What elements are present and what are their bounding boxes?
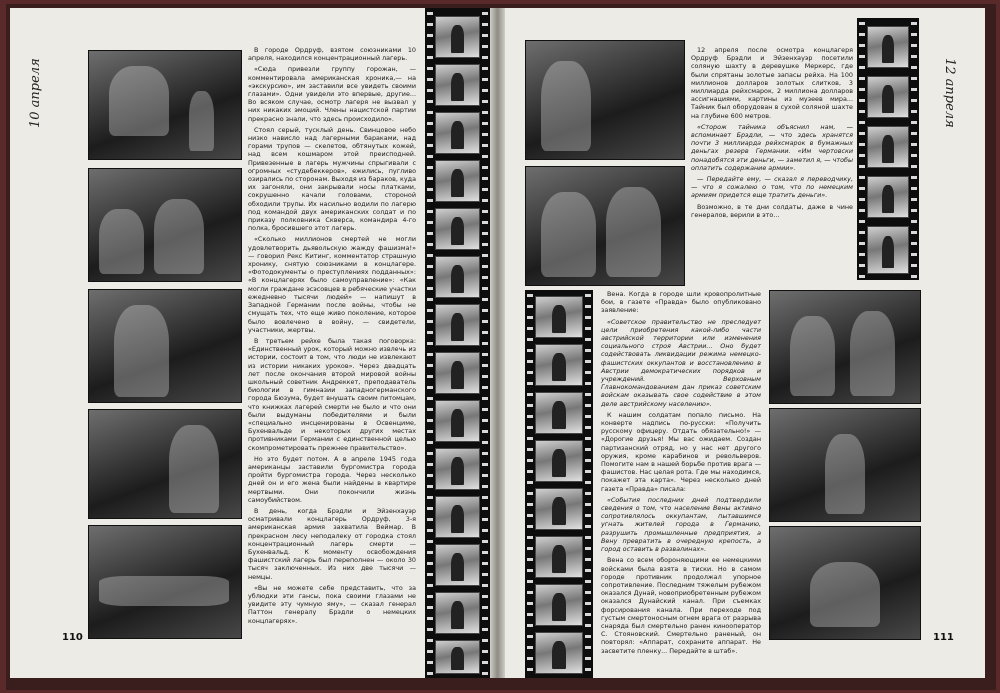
film-frame (435, 256, 480, 298)
film-frame (435, 592, 480, 634)
paragraph: Стоял серый, тусклый день. Свинцовое небо низко нависло над лагерными бараками, над горами трупов — скелетов, обтянутых кожей, над всем кошмаром этой преисподней. Привезенные в лагерь мужчины спрыгивали с огромных «студебеккеров», ежились, пугливо озирались по сторонам. Выходя из бараков, куда их загоняли, они закрывали носы платками, сокрушенно качали головами, стороной обходили трупы. Их насильно водили по лагерю под командой двух американских солдат и по приказу полковника Скверса, командира 4-го полка, бросившего этот лагерь. (248, 125, 416, 233)
paragraph: Но это будет потом. А в апреле 1945 года американцы заставили бургомистра города пройти бургомистра города. Через несколько дней он и его жена были найдены в квартире мертвыми. Они покончили жизнь самоубийством. (248, 454, 416, 504)
right-bottom-film-strip (525, 290, 593, 678)
film-frame (867, 226, 909, 274)
film-frame (435, 304, 480, 346)
left-date-label: 10 апреля (28, 58, 43, 128)
photo-soldiers-helmets (88, 168, 242, 282)
photo-truck-bodies (88, 50, 242, 160)
film-frame (435, 544, 480, 586)
right-top-text-column (691, 46, 853, 286)
paragraph: В городе Ордруф, взятом союзниками 10 апреля, находился концентрационный лагерь. (248, 46, 416, 63)
paragraph: Вена. Когда в городе шли кровопролитные бои, в газете «Правда» было опубликовано заявление: (601, 290, 761, 315)
paragraph: «Советское правительство не преследует цели приобретения какой-либо части австрийской территории или изменения социального строя Австрии... Оно будет содействовать ликвидации режима немецко-фашистских оккупантов и восстановлению в Австрии демократических порядков и учреждений. Верховным Главнокомандованием дан приказ советским войскам оказывать свое содействие в этом деле австрийскому населению». (601, 317, 761, 408)
photo-generals (525, 166, 685, 286)
film-frame (435, 640, 480, 674)
film-frame (867, 126, 909, 168)
photo-man-covering-face (88, 409, 242, 519)
film-frame (435, 352, 480, 394)
photo-soldiers-civilians (769, 290, 921, 404)
photo-man-in-hat (88, 289, 242, 403)
book-gutter (490, 8, 505, 678)
photo-gold-inspection (525, 40, 685, 160)
film-perforations (585, 290, 591, 678)
right-page (505, 8, 985, 678)
photo-cameraman (769, 526, 921, 640)
film-perforations (911, 18, 917, 280)
paragraph: В день, когда Брэдли и Эйзенхауэр осматривали концлагерь Ордруф, 3-я американская армия захватила Веймар. В прекрасном лесу неподалеку от городка стоял концентрационный лагерь смерти — Бухенвальд. К моменту освобождения фашистский лагерь был переполнен — около 30 тысяч заключенных. Из них две тысячи — немцы. (248, 506, 416, 581)
paragraph: «Сюда привезли группу горожан, — комментировала американская хроника,— на «экскурсию», им заставили все увидеть своими глазами». Одни увидели это впервые, другие... Во всяком случае, осмотр лагеря не вызвал у них никаких эмоций. Члены нацистской партии прекрасно знали, что здесь происходило». (248, 65, 416, 123)
paragraph: «Сторож тайника объяснил нам, — вспоминает Брэдли, — что здесь хранятся почти 3 миллиарда рейхсмарок в бумажных деньгах резерв Германии. «Им чертовски понадобятся эти деньги, — заметил я, — чтобы оплатить содержание армии». (691, 122, 853, 172)
photo-corpses (88, 525, 242, 639)
film-frame (535, 584, 583, 626)
film-frame (535, 488, 583, 530)
film-frame (435, 112, 480, 154)
film-frame (535, 344, 583, 386)
film-frame (435, 160, 480, 202)
paragraph: «Сколько миллионов смертей не могли удовлетворить дьявольскую жажду фашизма!» — говорил Рекс Китинг, комментатор страшную хронику, снятую союзниками в концлагере. «Фотодокументы о преступлениях подданных»: «В концлагерях было самоуправление»: «Как могли граждане эсэсовцев в ребяческие участки ежедневно тысячи людей» — напишут в Западной Германии после войны, чтобы не смущать тех, что еще живо поколение, которое было вовлечено в войну, — свидетели, участники, жертвы. (248, 235, 416, 334)
right-date-label: 12 апреля (942, 58, 957, 128)
right-bottom-text-column (601, 290, 761, 675)
film-frame (867, 76, 909, 118)
paragraph: «Вы не можете себе представить, что за ублюдки эти гансы, пока своими глазами не увидите эту чумную яму», — сказал генерал Паттон генералу Брэдли о немецких концлагерях». (248, 583, 416, 625)
film-frame (535, 440, 583, 482)
left-page-number: 110 (62, 632, 83, 643)
film-frame (435, 448, 480, 490)
film-frame (535, 536, 583, 578)
film-frame (535, 632, 583, 674)
left-page (10, 8, 490, 678)
paragraph: В третьем рейхе была такая поговорка: «Единственный урок, который можно извлечь из истории, состоит в том, что люди не извлекают из истории никаких уроков». Через двадцать лет после окончания второй мировой войны школьный советник Андреккет, преподаватель биологии в гимназии западногерманского города Бюзума, будет внушать своим питомцам, что книжках лагерей смерти не было и что они были выдуманы победителями и были «специально инсценированы в Освенциме, Бухенвальде и некоторых других местах противниками Германии с единственной целью скомпрометировать прежнее правительство». (248, 336, 416, 452)
right-page-number: 111 (933, 632, 954, 643)
film-perforations (527, 290, 533, 678)
film-frame (867, 176, 909, 218)
film-frame (435, 16, 480, 58)
paragraph: 12 апреля после осмотра концлагеря Ордруф Брэдли и Эйзенхауэр посетили соляную шахту в деревушке Меркерс, где были спрятаны золотые запасы рейха. На 100 миллионов долларов золотых слитков, 3 миллиарда рейхсмарок, 2 миллиона долларов ассигнациями, картины из музеев мира... Тайник был оборудован в сухой соляной шахте на глубине 600 метров. (691, 46, 853, 120)
left-text-column (248, 46, 416, 646)
film-frame (535, 392, 583, 434)
film-frame (435, 64, 480, 106)
paragraph: «События последних дней подтвердили сведения о том, что население Вены активно сопротивлялось оккупантам, пытавшимся угнать жителей города в Германию, разрушить промышленные предприятия, а Вену превратить в очередную крепость, а город оставить в развалинах». (601, 495, 761, 554)
paragraph: Вена со всем обороняющими ее немецкими войсками была взята в тиски. Но в самом городе противник продолжал упорное сопротивление. Последним тяжелым рубежом оказался Дунай, новоприобретенным рубежом оказался Дунайский канал. При съемках форсирования канала. При переходе под густым смертоносным огнем врага от разрыва снаряда был смертельно ранен кинооператор С. Стояновский. Смертельно раненый, он повторял: «Аппарат, сохраните аппарат. Не засветите пленку... Передайте в штаб». (601, 556, 761, 655)
left-film-strip (425, 8, 490, 678)
paragraph: — Передайте ему, — сказал я переводчику, — что я сожалею о том, что по немецким армиям придется еще тратить деньги». (691, 175, 853, 200)
film-perforations (482, 8, 488, 678)
paragraph: Возможно, в те дни солдаты, даже в чине генералов, верили в это... (691, 202, 853, 219)
film-frame (435, 208, 480, 250)
film-frame (867, 26, 909, 68)
photo-street-soldiers (769, 408, 921, 522)
film-perforations (427, 8, 433, 678)
film-frame (435, 400, 480, 442)
film-perforations (859, 18, 865, 280)
right-top-film-strip (857, 18, 919, 280)
film-frame (435, 496, 480, 538)
film-frame (535, 296, 583, 338)
paragraph: К нашим солдатам попало письмо. На конверте надпись по-русски: «Получить русскому офицеру. Отдать обязательно!» — «Дорогие друзья! Мы вас ожидаем. Создан партизанский отряд, но у нас нет другого оружия, кроме карабинов и револьверов. Помогите нам в нашей борьбе против врага — фашистов. Нас целая рота. Где мы находимся, покажет эта карта». Через несколько дней газета «Правда» писала: (601, 410, 761, 493)
